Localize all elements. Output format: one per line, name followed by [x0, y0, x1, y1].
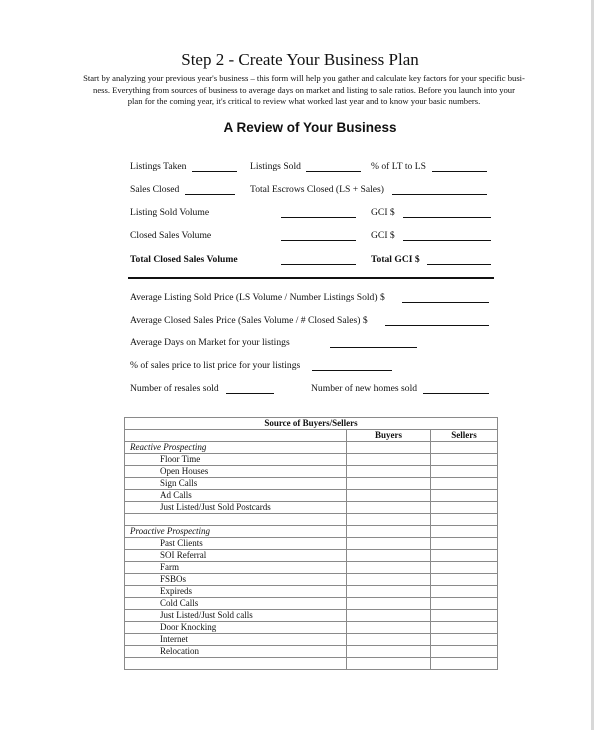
- pct-sales-to-list-field[interactable]: [312, 370, 392, 371]
- buyers-cell[interactable]: [347, 454, 431, 466]
- source-item: Internet: [125, 634, 347, 646]
- col-buyers-header: Buyers: [347, 430, 431, 442]
- table-row: [125, 490, 498, 502]
- table-row: [125, 622, 498, 634]
- divider-rule: [128, 277, 494, 279]
- source-item: Ad Calls: [125, 490, 347, 502]
- buyers-cell[interactable]: [347, 466, 431, 478]
- source-item: Door Knocking: [125, 622, 347, 634]
- sellers-cell[interactable]: [431, 466, 498, 478]
- sources-table: [124, 417, 498, 670]
- source-item: Cold Calls: [125, 598, 347, 610]
- pct-lt-ls-field[interactable]: [432, 171, 487, 172]
- listings-sold-label: Listings Sold: [250, 161, 301, 172]
- buyers-cell[interactable]: [347, 598, 431, 610]
- sellers-cell[interactable]: [431, 586, 498, 598]
- new-homes-sold-field[interactable]: [423, 393, 489, 394]
- table-row: [125, 598, 498, 610]
- page-title: Step 2 - Create Your Business Plan: [181, 50, 419, 69]
- buyers-cell[interactable]: [347, 550, 431, 562]
- table-row: [125, 502, 498, 514]
- source-item: SOI Referral: [125, 550, 347, 562]
- category-label: Proactive Prospecting: [125, 526, 347, 538]
- buyers-cell[interactable]: [347, 502, 431, 514]
- listings-taken-field[interactable]: [192, 171, 237, 172]
- sellers-cell[interactable]: [431, 622, 498, 634]
- total-gci-label: Total GCI $: [371, 254, 420, 265]
- sellers-cell[interactable]: [431, 562, 498, 574]
- source-item: FSBOs: [125, 574, 347, 586]
- buyers-cell[interactable]: [347, 514, 431, 526]
- source-item: Open Houses: [125, 466, 347, 478]
- table-row: [125, 610, 498, 622]
- table-row: [125, 538, 498, 550]
- avg-closed-sales-price-label: Average Closed Sales Price (Sales Volume / # Closed Sales) $: [130, 315, 368, 326]
- sellers-cell[interactable]: [431, 574, 498, 586]
- buyers-cell[interactable]: [347, 538, 431, 550]
- table-title-row: [125, 418, 498, 430]
- sellers-cell[interactable]: [431, 502, 498, 514]
- avg-listing-sold-price-label: Average Listing Sold Price (LS Volume / Number Listings Sold) $: [130, 292, 385, 303]
- intro-line: plan for the coming year, it's critical to review what worked last year and to know your basic numbers.: [127, 96, 481, 106]
- buyers-cell[interactable]: [347, 646, 431, 658]
- sellers-cell[interactable]: [431, 646, 498, 658]
- section-title: A Review of Your Business: [223, 120, 397, 135]
- table-row: [125, 562, 498, 574]
- listings-sold-field[interactable]: [306, 171, 361, 172]
- sellers-cell[interactable]: [431, 610, 498, 622]
- source-item: Farm: [125, 562, 347, 574]
- table-row: [125, 658, 498, 670]
- total-escrows-field[interactable]: [392, 194, 487, 195]
- sellers-cell[interactable]: [431, 478, 498, 490]
- sales-closed-field[interactable]: [185, 194, 235, 195]
- page-edge: [591, 0, 594, 730]
- buyers-cell[interactable]: [347, 574, 431, 586]
- closed-sales-volume-field[interactable]: [281, 240, 356, 241]
- new-homes-sold-label: Number of new homes sold: [311, 383, 418, 394]
- resales-sold-label: Number of resales sold: [130, 383, 219, 394]
- table-header-blank: [125, 430, 347, 442]
- source-item: Just Listed/Just Sold Postcards: [125, 502, 347, 514]
- source-item: Floor Time: [125, 454, 347, 466]
- buyers-cell[interactable]: [347, 526, 431, 538]
- avg-days-on-market-label: Average Days on Market for your listings: [130, 337, 290, 348]
- buyers-cell[interactable]: [347, 634, 431, 646]
- table-row: [125, 466, 498, 478]
- col-sellers-header: Sellers: [431, 430, 498, 442]
- pct-lt-ls-label: % of LT to LS: [371, 161, 426, 172]
- intro-line: ness. Everything from sources of business to average days on market and listing to sale ratios. Before you launch into your: [93, 84, 515, 95]
- resales-sold-field[interactable]: [226, 393, 274, 394]
- sellers-cell[interactable]: [431, 442, 498, 454]
- buyers-cell[interactable]: [347, 490, 431, 502]
- sellers-cell[interactable]: [431, 550, 498, 562]
- buyers-cell[interactable]: [347, 586, 431, 598]
- total-gci-field[interactable]: [427, 264, 491, 265]
- table-row: [125, 442, 498, 454]
- avg-closed-sales-price-field[interactable]: [385, 325, 489, 326]
- total-escrows-label: Total Escrows Closed (LS + Sales): [250, 184, 384, 195]
- table-row: [125, 634, 498, 646]
- buyers-cell[interactable]: [347, 658, 431, 670]
- gci-field[interactable]: [403, 240, 491, 241]
- buyers-cell[interactable]: [347, 442, 431, 454]
- intro-line: Start by analyzing your previous year's business – this form will help you gather and calculate key factors for your specific busi-: [83, 73, 525, 83]
- sellers-cell[interactable]: [431, 634, 498, 646]
- closed-sales-volume-label: Closed Sales Volume: [130, 230, 212, 241]
- avg-listing-sold-price-field[interactable]: [402, 302, 489, 303]
- pct-sales-to-list-label: % of sales price to list price for your listings: [130, 360, 301, 371]
- buyers-cell[interactable]: [347, 610, 431, 622]
- buyers-cell[interactable]: [347, 622, 431, 634]
- total-closed-sales-volume-label: Total Closed Sales Volume: [130, 254, 238, 265]
- sellers-cell[interactable]: [431, 526, 498, 538]
- gci-label: GCI $: [371, 230, 395, 241]
- sellers-cell[interactable]: [431, 514, 498, 526]
- table-row: [125, 478, 498, 490]
- sellers-cell[interactable]: [431, 490, 498, 502]
- source-item: Past Clients: [125, 538, 347, 550]
- source-item: Relocation: [125, 646, 347, 658]
- table-row: [125, 526, 498, 538]
- table-row: [125, 514, 498, 526]
- empty-cell: [125, 658, 347, 670]
- total-closed-sales-volume-field[interactable]: [281, 264, 356, 265]
- sellers-cell[interactable]: [431, 598, 498, 610]
- buyers-cell[interactable]: [347, 562, 431, 574]
- intro-paragraph: [64, 73, 544, 108]
- source-item: Sign Calls: [125, 478, 347, 490]
- gci-field[interactable]: [403, 217, 491, 218]
- listing-sold-volume-label: Listing Sold Volume: [130, 207, 210, 218]
- avg-days-on-market-field[interactable]: [330, 347, 417, 348]
- buyers-cell[interactable]: [347, 478, 431, 490]
- listing-sold-volume-field[interactable]: [281, 217, 356, 218]
- table-header-row: [125, 430, 498, 442]
- sales-closed-label: Sales Closed: [130, 184, 180, 195]
- source-item: Just Listed/Just Sold calls: [125, 610, 347, 622]
- sellers-cell[interactable]: [431, 454, 498, 466]
- table-row: [125, 586, 498, 598]
- table-row: [125, 454, 498, 466]
- listings-taken-label: Listings Taken: [130, 161, 187, 172]
- sellers-cell[interactable]: [431, 658, 498, 670]
- table-title: Source of Buyers/Sellers: [125, 418, 498, 430]
- table-row: [125, 646, 498, 658]
- empty-cell: [125, 514, 347, 526]
- sellers-cell[interactable]: [431, 538, 498, 550]
- table-row: [125, 574, 498, 586]
- table-row: [125, 550, 498, 562]
- category-label: Reactive Prospecting: [125, 442, 347, 454]
- gci-label: GCI $: [371, 207, 395, 218]
- source-item: Expireds: [125, 586, 347, 598]
